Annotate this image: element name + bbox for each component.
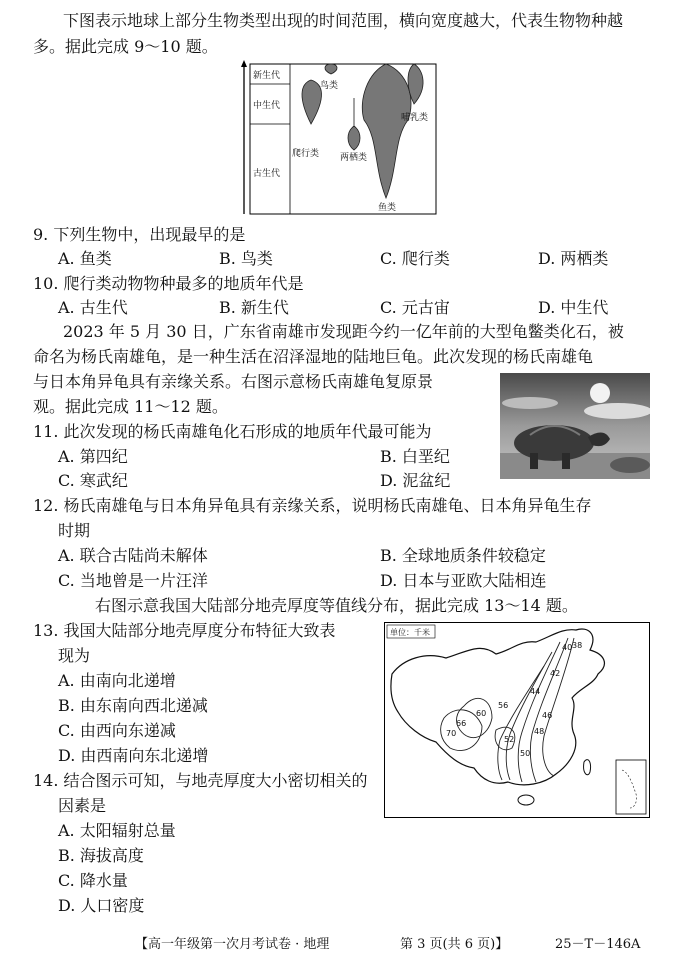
footer-title: 【高一年级第一次月考试卷 · 地理 bbox=[135, 937, 330, 952]
question-stem: 13. 我国大陆部分地壳厚度分布特征大致表 bbox=[33, 621, 336, 640]
turtle-restoration-image bbox=[500, 373, 650, 479]
question-stem: 现为 bbox=[58, 646, 91, 665]
option: D. 两栖类 bbox=[538, 249, 609, 268]
option: C. 爬行类 bbox=[380, 249, 450, 268]
unit-label: 单位：千米 bbox=[390, 628, 430, 637]
intro-line: 命名为杨氏南雄龟，是一种生活在沼泽湿地的陆地巨龟。此次发现的杨氏南雄龟 bbox=[33, 347, 594, 366]
isoline-label: 50 bbox=[520, 749, 531, 758]
isoline-label: 70 bbox=[446, 729, 457, 738]
fish-range-shape bbox=[362, 64, 411, 198]
option: A. 第四纪 bbox=[58, 447, 128, 466]
intro-line: 右图示意我国大陆部分地壳厚度等值线分布，据此完成 13～14 题。 bbox=[95, 596, 578, 615]
isoline-label: 60 bbox=[476, 709, 487, 718]
intro-line: 下图表示地球上部分生物类型出现的时间范围，横向宽度越大，代表生物物种越 bbox=[63, 11, 624, 30]
isoline-label: 38 bbox=[572, 641, 583, 650]
question-stem: 12. 杨氏南雄龟与日本角异龟具有亲缘关系，说明杨氏南雄龟、日本角异龟生存 bbox=[33, 496, 592, 515]
intro-line: 多。据此完成 9～10 题。 bbox=[33, 37, 218, 56]
evolution-range-figure bbox=[238, 58, 438, 218]
option: A. 联合古陆尚未解体 bbox=[58, 546, 208, 565]
option: D. 由西南向东北递增 bbox=[58, 746, 209, 765]
option: B. 白垩纪 bbox=[380, 447, 450, 466]
question-stem: 14. 结合图示可知，与地壳厚度大小密切相关的 bbox=[33, 771, 368, 790]
era-label: 古生代 bbox=[253, 169, 281, 179]
option: C. 当地曾是一片汪洋 bbox=[58, 571, 208, 590]
isoline-label: 52 bbox=[504, 735, 515, 744]
taxon-label: 爬行类 bbox=[292, 149, 320, 159]
option: A. 太阳辐射总量 bbox=[58, 821, 176, 840]
footer-page: 第 3 页(共 6 页)】 bbox=[400, 937, 509, 952]
isoline-label: 48 bbox=[534, 727, 545, 736]
option: B. 全球地质条件较稳定 bbox=[380, 546, 546, 565]
isoline-label: 46 bbox=[542, 711, 553, 720]
question-stem: 时期 bbox=[58, 521, 91, 540]
intro-line: 与日本角异龟具有亲缘关系。右图示意杨氏南雄龟复原景 bbox=[33, 372, 434, 391]
bird-range-shape bbox=[325, 64, 337, 74]
option: C. 降水量 bbox=[58, 871, 128, 890]
isoline-label: 44 bbox=[530, 687, 541, 696]
question-stem: 9. 下列生物中，出现最早的是 bbox=[33, 225, 246, 244]
option: B. 新生代 bbox=[219, 298, 289, 317]
question-stem: 10. 爬行类动物物种最多的地质年代是 bbox=[33, 274, 304, 293]
option: A. 由南向北递增 bbox=[58, 671, 176, 690]
option: D. 泥盆纪 bbox=[380, 471, 451, 490]
option: A. 鱼类 bbox=[58, 249, 112, 268]
option: B. 鸟类 bbox=[219, 249, 273, 268]
intro-line: 观。据此完成 11～12 题。 bbox=[33, 397, 228, 416]
isoline-label: 42 bbox=[550, 669, 561, 678]
taxon-label: 鸟类 bbox=[320, 81, 339, 91]
option: D. 中生代 bbox=[538, 298, 609, 317]
isoline-label: 40 bbox=[562, 643, 573, 652]
crust-thickness-map bbox=[384, 622, 650, 818]
option: C. 寒武纪 bbox=[58, 471, 128, 490]
taxon-label: 鱼类 bbox=[378, 203, 397, 213]
era-label: 新生代 bbox=[253, 71, 281, 81]
taxon-label: 两栖类 bbox=[340, 153, 368, 163]
isoline-label: 66 bbox=[456, 719, 467, 728]
intro-line: 2023 年 5 月 30 日，广东省南雄市发现距今约一亿年前的大型龟鳖类化石，被 bbox=[63, 322, 624, 341]
option: B. 由东南向西北递减 bbox=[58, 696, 208, 715]
question-stem: 11. 此次发现的杨氏南雄龟化石形成的地质年代最可能为 bbox=[33, 422, 432, 441]
question-stem: 因素是 bbox=[58, 796, 107, 815]
footer-code: 25－T－146A bbox=[555, 937, 641, 952]
option: B. 海拔高度 bbox=[58, 846, 144, 865]
option: A. 古生代 bbox=[58, 298, 128, 317]
isoline-label: 56 bbox=[498, 701, 509, 710]
turtle-shell bbox=[514, 425, 594, 461]
amphibian-range-shape bbox=[348, 126, 360, 150]
option: C. 元古宙 bbox=[380, 298, 450, 317]
era-label: 中生代 bbox=[253, 101, 281, 111]
option: D. 日本与亚欧大陆相连 bbox=[380, 571, 547, 590]
option: C. 由西向东递减 bbox=[58, 721, 176, 740]
reptile-range-shape bbox=[302, 80, 322, 124]
option: D. 人口密度 bbox=[58, 896, 145, 915]
taxon-label: 哺乳类 bbox=[401, 113, 429, 123]
